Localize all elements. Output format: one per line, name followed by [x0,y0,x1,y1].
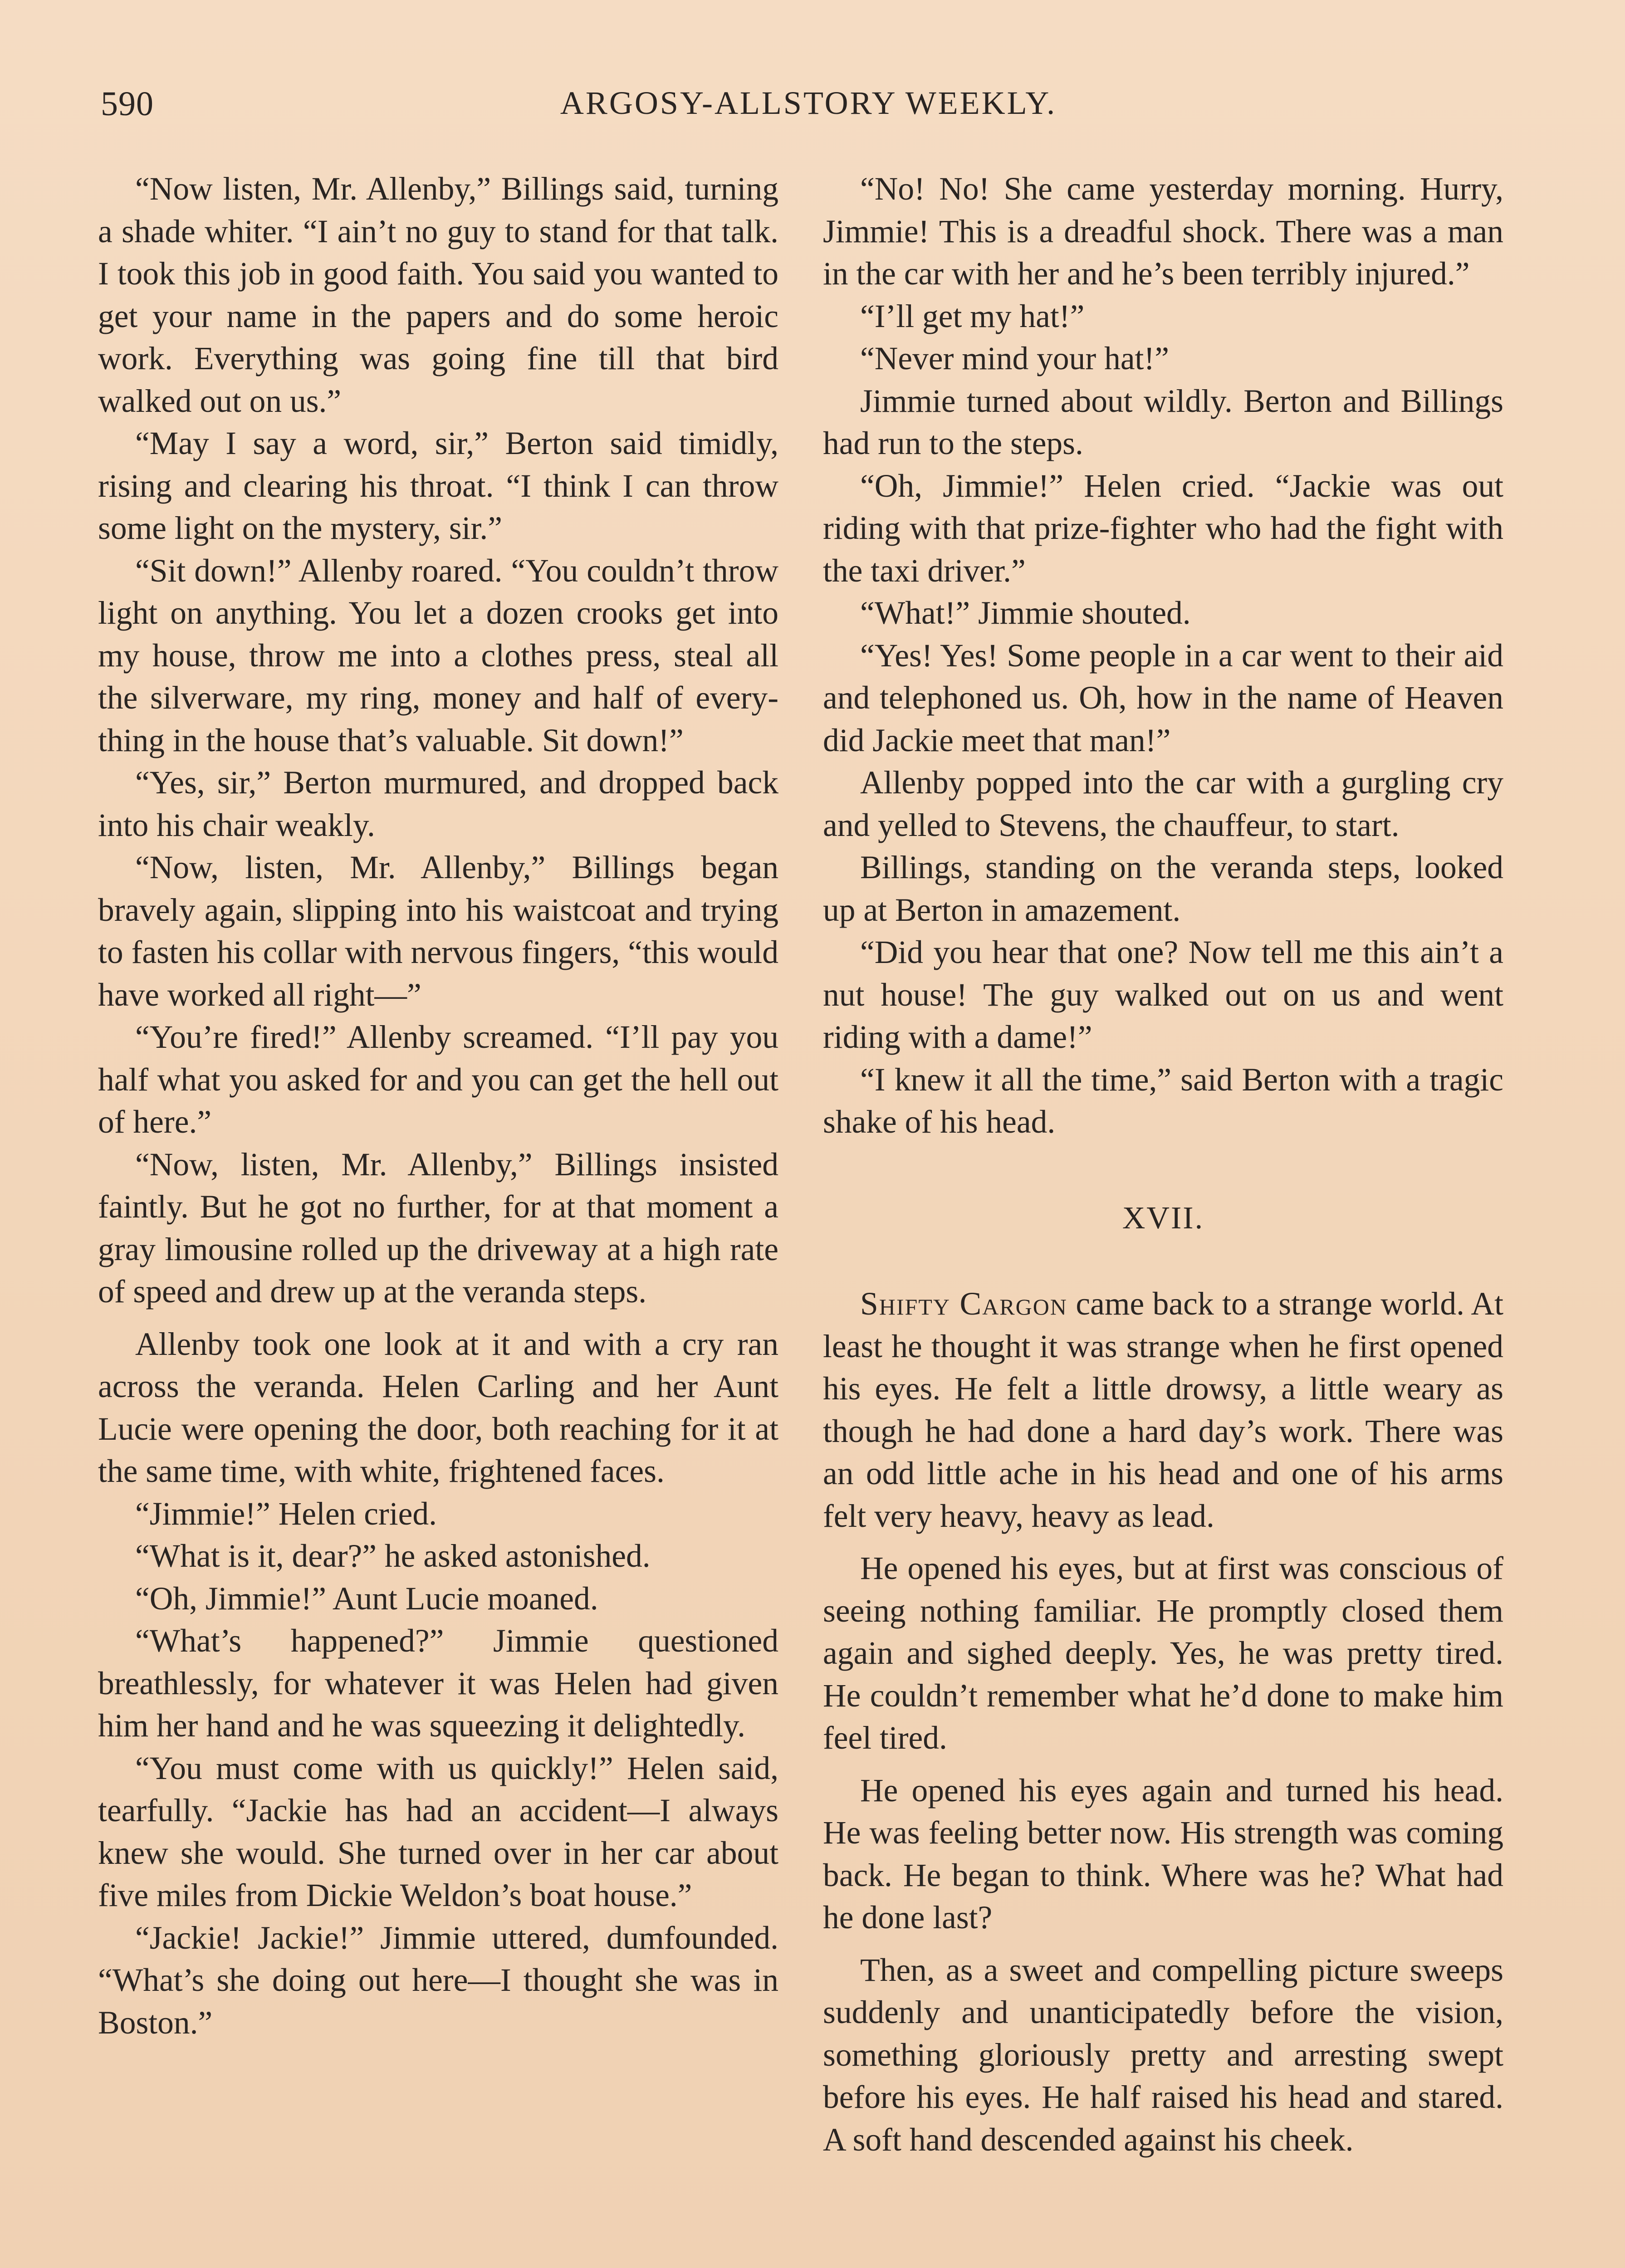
paragraph: “You must come with us quickly!” Helen said, tearfully. “Jackie has had an accident—I always knew she would. She turned over in her car about five miles from Dickie Weldon’s boat house.” [98,1750,778,1913]
paragraph-gap [823,1537,1503,1547]
left-column [98,168,778,2044]
right-column [823,168,1503,2161]
running-head: ARGOSY-ALLSTORY WEEKLY. [560,85,1057,121]
paragraph: “Did you hear that one? Now tell me this ain’t a nut house! The guy walked out on us and went riding with a dame!” [823,934,1503,1055]
paragraph: “Yes! Yes! Some people in a car went to their aid and telephoned us. Oh, how in the name of Heaven did Jackie meet that man!” [823,637,1503,758]
paragraph: He opened his eyes again and turned his head. He was feeling better now. His strength was coming back. He began to think. Where was he? What had he done last? [823,1772,1503,1936]
paragraph: “Jackie! Jackie!” Jimmie uttered, dumfounded. “What’s she doing out here—I thought she was in Boston.” [98,1920,778,2041]
page-number: 590 [101,85,154,123]
paragraph: Allenby popped into the car with a gurgling cry and yelled to Stevens, the chauffeur, to start. [823,765,1503,843]
paragraph: “I’ll get my hat!” [860,298,1085,334]
page-header [101,84,1516,134]
paragraph: “No! No! She came yesterday morning. Hurry, Jimmie! This is a dreadful shock. There was a man in the car with her and he’s been terribly injured.” [823,171,1503,292]
paragraph: “You’re fired!” Allenby screamed. “I’ll pay you half what you asked for and you can get the hell out of here.” [98,1019,778,1140]
chapter-opening-text: came back to a strange world. At least he thought it was strange when he first opened his eyes. He felt a little drowsy, a little weary as though he had done a hard day’s work. There was an odd little ache in his head and one of his arms felt very heavy, heavy as lead. [823,1286,1503,1534]
paragraph: Allenby took one look at it and with a cry ran across the veranda. Helen Carling and her Aunt Lucie were opening the door, both reaching for it at the same time, with white, frightened faces. [98,1326,778,1489]
paragraph: Billings, standing on the veranda steps, looked up at Berton in amazement. [823,850,1503,928]
paragraph: “What!” Jimmie shouted. [860,595,1191,631]
paragraph-gap [98,1313,778,1323]
paragraph: “What’s happened?” Jimmie questioned breathlessly, for whatever it was Helen had given him her hand and he was squeezing it delightedly. [98,1623,778,1744]
paragraph: He opened his eyes, but at first was conscious of seeing nothing familiar. He promptly closed them again and sighed deeply. Yes, he was pretty tired. He couldn’t remember what he’d done to make him feel tired. [823,1550,1503,1756]
paragraph: “What is it, dear?” he asked astonished. [135,1538,651,1574]
chapter-opening-paragraph [823,1283,1503,1537]
paragraph: “Now, listen, Mr. Allenby,” Billings began bravely again, slipping into his waistcoat and trying to fasten his collar with nervous fingers, “this would have worked all right—” [98,850,778,1013]
paragraph: Jimmie turned about wildly. Berton and Billings had run to the steps. [823,383,1503,461]
paragraph-gap [823,1760,1503,1769]
paragraph: “May I say a word, sir,” Berton said timidly, rising and clearing his throat. “I think I can throw some light on the mystery, sir.” [98,425,778,546]
paragraph-gap [823,1939,1503,1949]
paragraph: “Oh, Jimmie!” Helen cried. “Jackie was out riding with that prize-fighter who had the fight with the taxi driver.” [823,468,1503,589]
paragraph: “Yes, sir,” Berton murmured, and dropped back into his chair weakly. [98,765,778,843]
paragraph: “Now listen, Mr. Allenby,” Billings said, turning a shade whiter. “I ain’t no guy to stand for that talk. I took this job in good faith. You said you wanted to get your name in the papers and do some heroic work. Everything was going fine till that bird walked out on us.” [98,171,778,419]
chapter-heading: XVII. [1122,1200,1204,1236]
paragraph: “Sit down!” Allenby roared. “You couldn’t throw light on anything. You let a dozen crooks get into my house, throw me into a clothes press, steal all the silverware, my ring, money and half of everything in the house that’s valuable. Sit down!” [98,552,778,758]
paragraph: “Now, listen, Mr. Allenby,” Billings insisted faintly. But he got no further, for at that moment a gray limousine rolled up the driveway at a high rate of speed and drew up at the veranda steps. [98,1146,778,1310]
paragraph: “I knew it all the time,” said Berton with a tragic shake of his head. [823,1061,1503,1140]
paragraph: “Jimmie!” Helen cried. [135,1496,437,1532]
paragraph: “Oh, Jimmie!” Aunt Lucie moaned. [135,1580,598,1617]
paragraph: Then, as a sweet and compelling picture sweeps suddenly and unanticipatedly before the vision, something gloriously pretty and arresting swept before his eyes. He half raised his head and stared. A soft hand descended against his cheek. [823,1952,1503,2158]
paragraph: “Never mind your hat!” [860,341,1169,376]
character-name: Shifty Cargon [860,1286,1067,1322]
